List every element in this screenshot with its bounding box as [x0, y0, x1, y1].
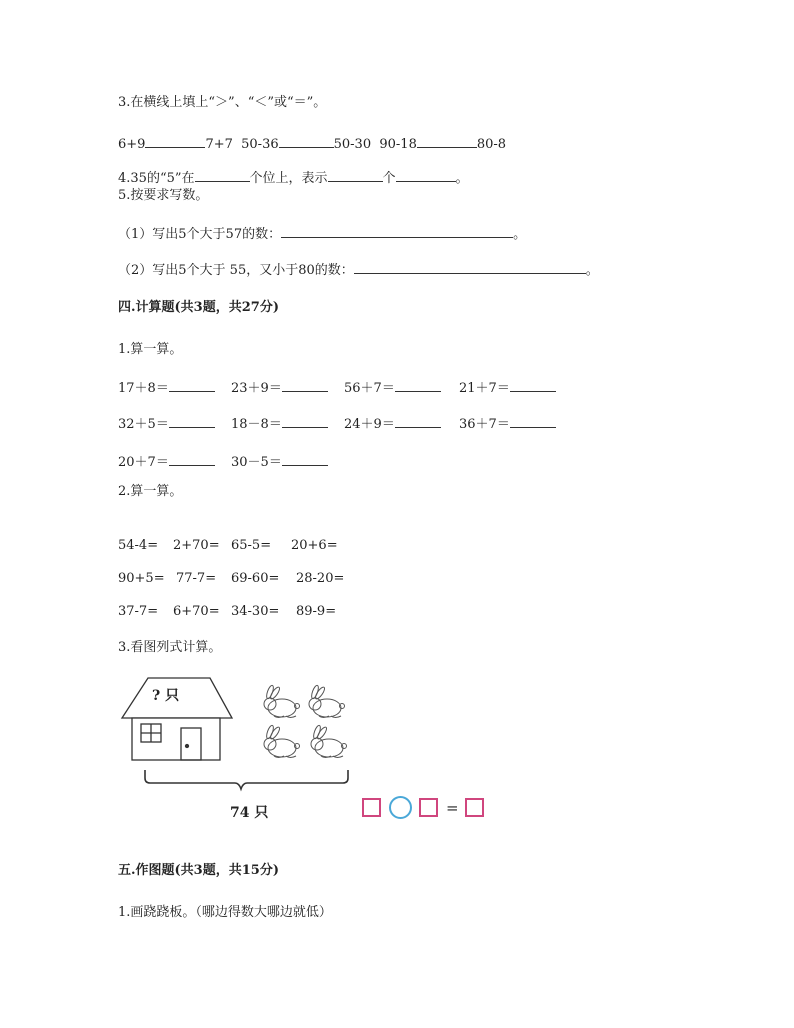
calc1-expr: 23＋9＝ [231, 381, 282, 396]
number-box[interactable] [362, 798, 381, 817]
calc2-title: 2.算一算。 [118, 484, 183, 499]
q5-title: 5.按要求写数。 [118, 188, 209, 203]
calc2-expr: 34-30= [231, 604, 280, 619]
q4-mid1: 个位上，表示 [249, 171, 328, 186]
answer-blank[interactable] [169, 414, 215, 428]
answer-blank[interactable] [281, 224, 513, 238]
calc2-expr: 89-9= [296, 604, 337, 619]
calc1-title: 1.算一算。 [118, 342, 183, 357]
rabbit-icon [264, 685, 300, 718]
draw1-title: 1.画跷跷板。（哪边得数大哪边就低） [118, 905, 332, 920]
q5-sub1 [118, 224, 526, 243]
calc2-expr: 2+70= [173, 538, 220, 553]
rabbit-icon [309, 685, 345, 718]
calc1-expr: 21＋7＝ [459, 381, 510, 396]
calc2-expr: 20+6= [291, 538, 338, 553]
calc1-expr: 36＋7＝ [459, 417, 510, 432]
q4-mid2: 个 [382, 171, 396, 186]
calc1-cell [118, 378, 215, 397]
q3-item-3-left: 90-18 [379, 137, 417, 152]
answer-blank[interactable] [169, 452, 215, 466]
q3-item-1-left: 6+9 [118, 137, 146, 152]
calc2-expr: 28-20= [296, 571, 345, 586]
q5-sub1-end: 。 [513, 227, 527, 242]
calc1-cell [459, 414, 556, 433]
operator-circle[interactable] [389, 796, 412, 819]
number-box[interactable] [419, 798, 438, 817]
calc2-expr: 37-7= [118, 604, 159, 619]
rabbit-icon [311, 725, 347, 758]
q5-sub2-text: （2）写出5个大于 55，又小于80的数： [118, 263, 354, 278]
answer-blank[interactable] [510, 414, 556, 428]
answer-blank[interactable] [279, 134, 334, 148]
calc2-expr: 90+5= [118, 571, 165, 586]
calc1-expr: 17＋8＝ [118, 381, 169, 396]
calc1-cell [459, 378, 556, 397]
calc1-cell [118, 452, 215, 471]
calc3-title: 3.看图列式计算。 [118, 640, 222, 655]
answer-blank[interactable] [282, 452, 328, 466]
calc2-expr: 6+70= [173, 604, 220, 619]
calc1-expr: 18－8＝ [231, 417, 282, 432]
calc2-expr: 54-4= [118, 538, 159, 553]
answer-blank[interactable] [195, 168, 250, 182]
calc2-expr: 65-5= [231, 538, 272, 553]
calc1-cell [118, 414, 215, 433]
q4-prefix: 4.35的“5”在 [118, 171, 195, 186]
calc1-cell [344, 378, 441, 397]
rabbit-icon [264, 725, 300, 758]
answer-blank[interactable] [145, 134, 205, 148]
q3-item-3-right: 80-8 [476, 137, 507, 152]
calc1-expr: 20＋7＝ [118, 455, 169, 470]
calc1-expr: 56＋7＝ [344, 381, 395, 396]
answer-blank[interactable] [169, 378, 215, 392]
calc1-cell [231, 452, 328, 471]
equals-sign: = [446, 799, 459, 817]
answer-blank[interactable] [510, 378, 556, 392]
q5-sub2-end: 。 [585, 263, 599, 278]
calc1-cell [231, 414, 328, 433]
calc1-cell [231, 378, 328, 397]
answer-blank[interactable] [395, 378, 441, 392]
result-box[interactable] [465, 798, 484, 817]
q3-title: 3.在横线上填上“＞”、“＜”或“＝”。 [118, 95, 327, 110]
q4-line [118, 168, 469, 187]
answer-blank[interactable] [354, 260, 586, 274]
section-5-title: 五.作图题(共3题，共15分) [118, 863, 279, 878]
brace-icon [145, 770, 348, 789]
calc1-expr: 32＋5＝ [118, 417, 169, 432]
calc1-expr: 24＋9＝ [344, 417, 395, 432]
answer-blank[interactable] [396, 168, 456, 182]
section-4-title: 四.计算题(共3题，共27分) [118, 300, 279, 315]
q3-item-1-right: 7+7 [205, 137, 233, 152]
total-label: 74 只 [230, 805, 269, 821]
q3-compare-row [118, 134, 506, 153]
q5-sub1-text: （1）写出5个大于57的数： [118, 227, 282, 242]
answer-blank[interactable] [395, 414, 441, 428]
q4-end: 。 [455, 171, 469, 186]
calc1-cell [344, 414, 441, 433]
answer-blank[interactable] [282, 378, 328, 392]
q3-item-2-right: 50-30 [333, 137, 372, 152]
calc2-expr: 69-60= [231, 571, 280, 586]
calc1-expr: 30－5＝ [231, 455, 282, 470]
q3-item-2-left: 50-36 [241, 137, 279, 152]
q5-sub2 [118, 260, 599, 279]
answer-blank[interactable] [282, 414, 328, 428]
answer-blank[interactable] [417, 134, 477, 148]
answer-blank[interactable] [328, 168, 383, 182]
house-label: ? 只 [152, 688, 180, 704]
calc2-expr: 77-7= [176, 571, 217, 586]
